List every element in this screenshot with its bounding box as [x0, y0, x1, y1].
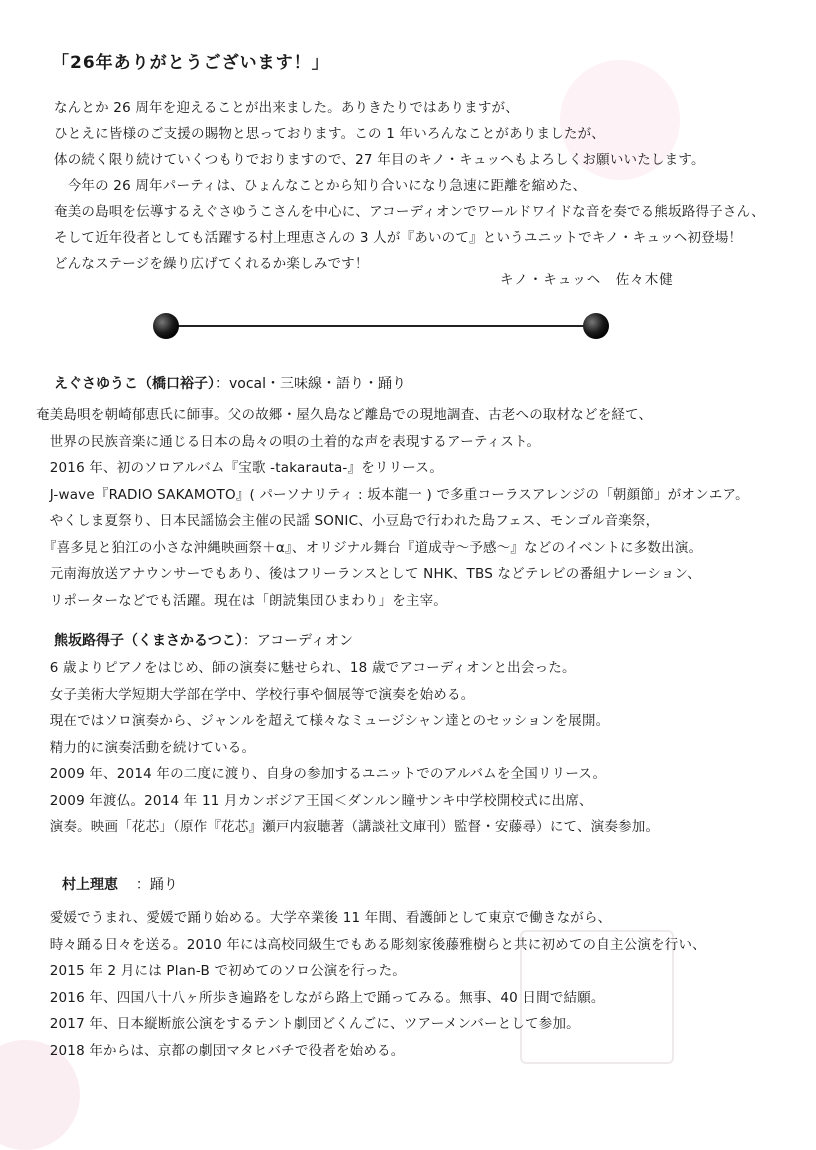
- bio-line: 演奏。映画「花芯」（原作『花芯』瀬戸内寂聴著（講談社文庫刊）監督・安藤尋）にて、演奏参加。: [36, 819, 660, 835]
- bio-line: 精力的に演奏活動を続けている。: [36, 739, 256, 756]
- page-title: 「26年ありがとうございます！」: [52, 53, 330, 73]
- performer-role: ：vocal・三味線・語り・踊り: [215, 376, 407, 392]
- intro-line: 奄美の島唄を伝導するえぐさゆうこさんを中心に、アコーディオンでワールドワイドな音を奏でる熊坂路得子さん、: [54, 204, 765, 220]
- performer-bio: [36, 905, 706, 1064]
- performer-heading: [54, 373, 406, 393]
- performer-name: 熊坂路得子（くまさかるつこ）: [54, 633, 243, 649]
- performer-name: えぐさゆうこ（橋口裕子）: [54, 376, 215, 392]
- performer-name: 村上理恵: [62, 877, 118, 893]
- intro-line: そして近年役者としても活躍する村上理恵さんの 3 人が『あいのて』というユニットでキノ・キュッヘ初登場！: [54, 230, 743, 246]
- bio-line: 奄美島唄を朝崎郁恵氏に師事。父の故郷・屋久島など離島での現地調査、古老への取材などを経て、: [36, 407, 653, 423]
- divider-ornament: [150, 311, 612, 341]
- bio-line: リポーターなどでも活躍。現在は「朗読集団ひまわり」を主宰。: [36, 592, 447, 609]
- divider-ball-right: [583, 313, 609, 339]
- bio-line: 2016 年、四国八十八ヶ所歩き遍路をしながら路上で踊ってみる。無事、40 日間で結願。: [36, 989, 605, 1006]
- performer-role: ：アコーディオン: [242, 633, 354, 649]
- intro-line: 体の続く限り続けていくつもりでおりますので、27 年目のキノ・キュッヘもよろしくお願いいたします。: [54, 152, 705, 168]
- divider-ball-left: [153, 313, 179, 339]
- bio-line: 2009 年、2014 年の二度に渡り、自身の参加するユニットでのアルバムを全国リリース。: [36, 766, 607, 782]
- intro-paragraph: [54, 95, 765, 277]
- bio-line: 世界の民族音楽に通じる日本の島々の唄の土着的な声を表現するアーティスト。: [36, 433, 541, 450]
- intro-line: ひとえに皆様のご支援の賜物と思っております。この 1 年いろんなことがありましたが、: [54, 126, 605, 142]
- bio-line: 2016 年、初のソロアルバム『宝歌 -takarauta-』をリリース。: [36, 460, 444, 476]
- bio-line: 愛媛でうまれ、愛媛で踊り始める。大学卒業後 11 年間、看護師として東京で働きながら、: [36, 910, 612, 926]
- bio-line: 2018 年からは、京都の劇団マタヒバチで役者を始める。: [36, 1042, 405, 1059]
- intro-line: なんとか 26 周年を迎えることが出来ました。ありきたりではありますが、: [54, 100, 519, 116]
- performer-role: ：踊り: [135, 877, 178, 893]
- bio-line: 時々踊る日々を送る。2010 年には高校同級生でもある彫刻家後藤雅樹らと共に初めての自主公演を行い、: [36, 936, 706, 953]
- bio-line: 6 歳よりピアノをはじめ、師の演奏に魅せられ、18 歳でアコーディオンと出会った。: [36, 660, 576, 676]
- signature: キノ・キュッヘ 佐々木健: [500, 272, 674, 288]
- bio-line: J-wave『RADIO SAKAMOTO』( パーソナリティ : 坂本龍一 ) で多重コーラスアレンジの「朝顔節」がオンエア。: [36, 486, 749, 503]
- bio-line: 2009 年渡仏。2014 年 11 月カンボジア王国＜ダンルン瞳サンキ中学校開校式に出席、: [36, 792, 593, 809]
- bio-line: 女子美術大学短期大学部在学中、学校行事や個展等で演奏を始める。: [36, 686, 475, 703]
- bio-line: 『喜多見と狛江の小さな沖縄映画祭＋α』、オリジナル舞台『道成寺～予感～』などのイベントに多数出演。: [36, 539, 703, 556]
- intro-line: どんなステージを繰り広げてくれるか楽しみです！: [54, 256, 369, 272]
- intro-line: 今年の 26 周年パーティは、ひょんなことから知り合いになり急速に距離を縮めた、: [54, 178, 587, 194]
- bio-line: 現在ではソロ演奏から、ジャンルを超えて様々なミュージシャン達とのセッションを展開。: [36, 713, 610, 729]
- performer-bio: [36, 655, 659, 841]
- bio-line: 2017 年、日本縦断旅公演をするテント劇団どくんごに、ツアーメンバーとして参加。: [36, 1016, 580, 1032]
- bio-line: 2015 年 2 月には Plan-B で初めてのソロ公演を行った。: [36, 963, 407, 979]
- performer-heading: [62, 874, 178, 894]
- bio-line: 元南海放送アナウンサーでもあり、後はフリーランスとして NHK、TBS などテレビの番組ナレーション、: [36, 566, 701, 582]
- bio-line: やくしま夏祭り、日本民謡協会主催の民謡 SONIC、小豆島で行われた島フェス、モンゴル音楽祭，: [36, 513, 660, 529]
- performer-bio: [36, 402, 749, 614]
- performer-heading: [54, 630, 353, 650]
